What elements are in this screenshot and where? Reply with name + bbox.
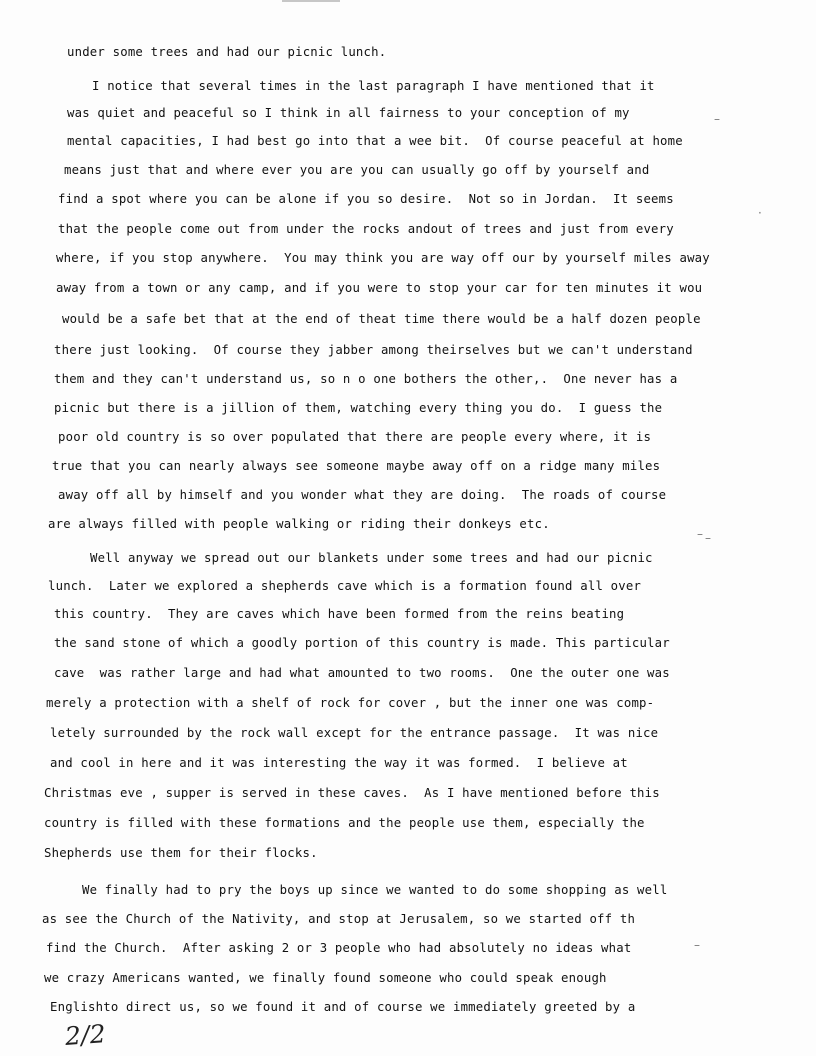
text-line: away off all by himself and you wonder what they are doing. The roads of course	[58, 488, 667, 502]
text-line: are always filled with people walking or riding their donkeys etc.	[48, 517, 550, 531]
margin-mark: –	[697, 527, 704, 541]
text-line: lunch. Later we explored a shepherds cave which is a formation found all over	[48, 579, 642, 593]
text-line: away from a town or any camp, and if you were to stop your car for ten minutes it wou	[56, 281, 703, 295]
margin-mark: –	[705, 531, 712, 545]
text-line: there just looking. Of course they jabber among theirselves but we can't understand	[54, 343, 693, 357]
margin-mark: –	[694, 938, 701, 952]
text-line: We finally had to pry the boys up since we wanted to do some shopping as well	[82, 883, 668, 897]
text-line: was quiet and peaceful so I think in all fairness to your conception of my	[67, 106, 630, 120]
text-line: this country. They are caves which have been formed from the reins beating	[54, 607, 625, 621]
text-line: find the Church. After asking 2 or 3 people who had absolutely no ideas what	[46, 941, 632, 955]
text-line: mental capacities, I had best go into that a wee bit. Of course peaceful at home	[67, 134, 683, 148]
text-line: that the people come out from under the rocks andout of trees and just from every	[58, 222, 674, 236]
text-line: true that you can nearly always see someone maybe away off on a ridge many miles	[52, 459, 661, 473]
text-line: find a spot where you can be alone if you so desire. Not so in Jordan. It seems	[58, 192, 674, 206]
text-line: Well anyway we spread out our blankets under some trees and had our picnic	[90, 551, 653, 565]
margin-mark: ·	[758, 206, 763, 220]
text-line: them and they can't understand us, so n o one bothers the other,. One never has a	[54, 372, 678, 386]
text-line: cave was rather large and had what amounted to two rooms. One the outer one was	[54, 666, 670, 680]
text-line: we crazy Americans wanted, we finally found someone who could speak enough	[44, 971, 607, 985]
text-line: where, if you stop anywhere. You may think you are way off our by yourself miles away	[56, 251, 710, 265]
text-line: Shepherds use them for their flocks.	[44, 846, 318, 860]
text-line: means just that and where ever you are you can usually go off by yourself and	[64, 163, 650, 177]
margin-mark: –	[714, 112, 721, 126]
text-line: under some trees and had our picnic lunch.	[67, 45, 387, 59]
text-line: picnic but there is a jillion of them, watching every thing you do. I guess the	[54, 401, 663, 415]
text-line: Christmas eve , supper is served in these caves. As I have mentioned before this	[44, 786, 660, 800]
text-line: country is filled with these formations and the people use them, especially the	[44, 816, 645, 830]
text-line: as see the Church of the Nativity, and stop at Jerusalem, so we started off th	[42, 912, 636, 926]
text-line: I notice that several times in the last paragraph I have mentioned that it	[92, 79, 655, 93]
text-line: poor old country is so over populated that there are people every where, it is	[58, 430, 652, 444]
text-line: the sand stone of which a goodly portion of this country is made. This particular	[54, 636, 670, 650]
handwritten-page-number: 2/2	[64, 1019, 107, 1051]
text-line: merely a protection with a shelf of rock for cover , but the inner one was comp-	[46, 696, 655, 710]
text-line: Englishto direct us, so we found it and of course we immediately greeted by a	[50, 1000, 636, 1014]
text-line: would be a safe bet that at the end of theat time there would be a half dozen people	[62, 312, 701, 326]
text-line: letely surrounded by the rock wall except for the entrance passage. It was nice	[50, 726, 659, 740]
page-top-mark	[282, 0, 340, 2]
text-line: and cool in here and it was interesting the way it was formed. I believe at	[50, 756, 628, 770]
